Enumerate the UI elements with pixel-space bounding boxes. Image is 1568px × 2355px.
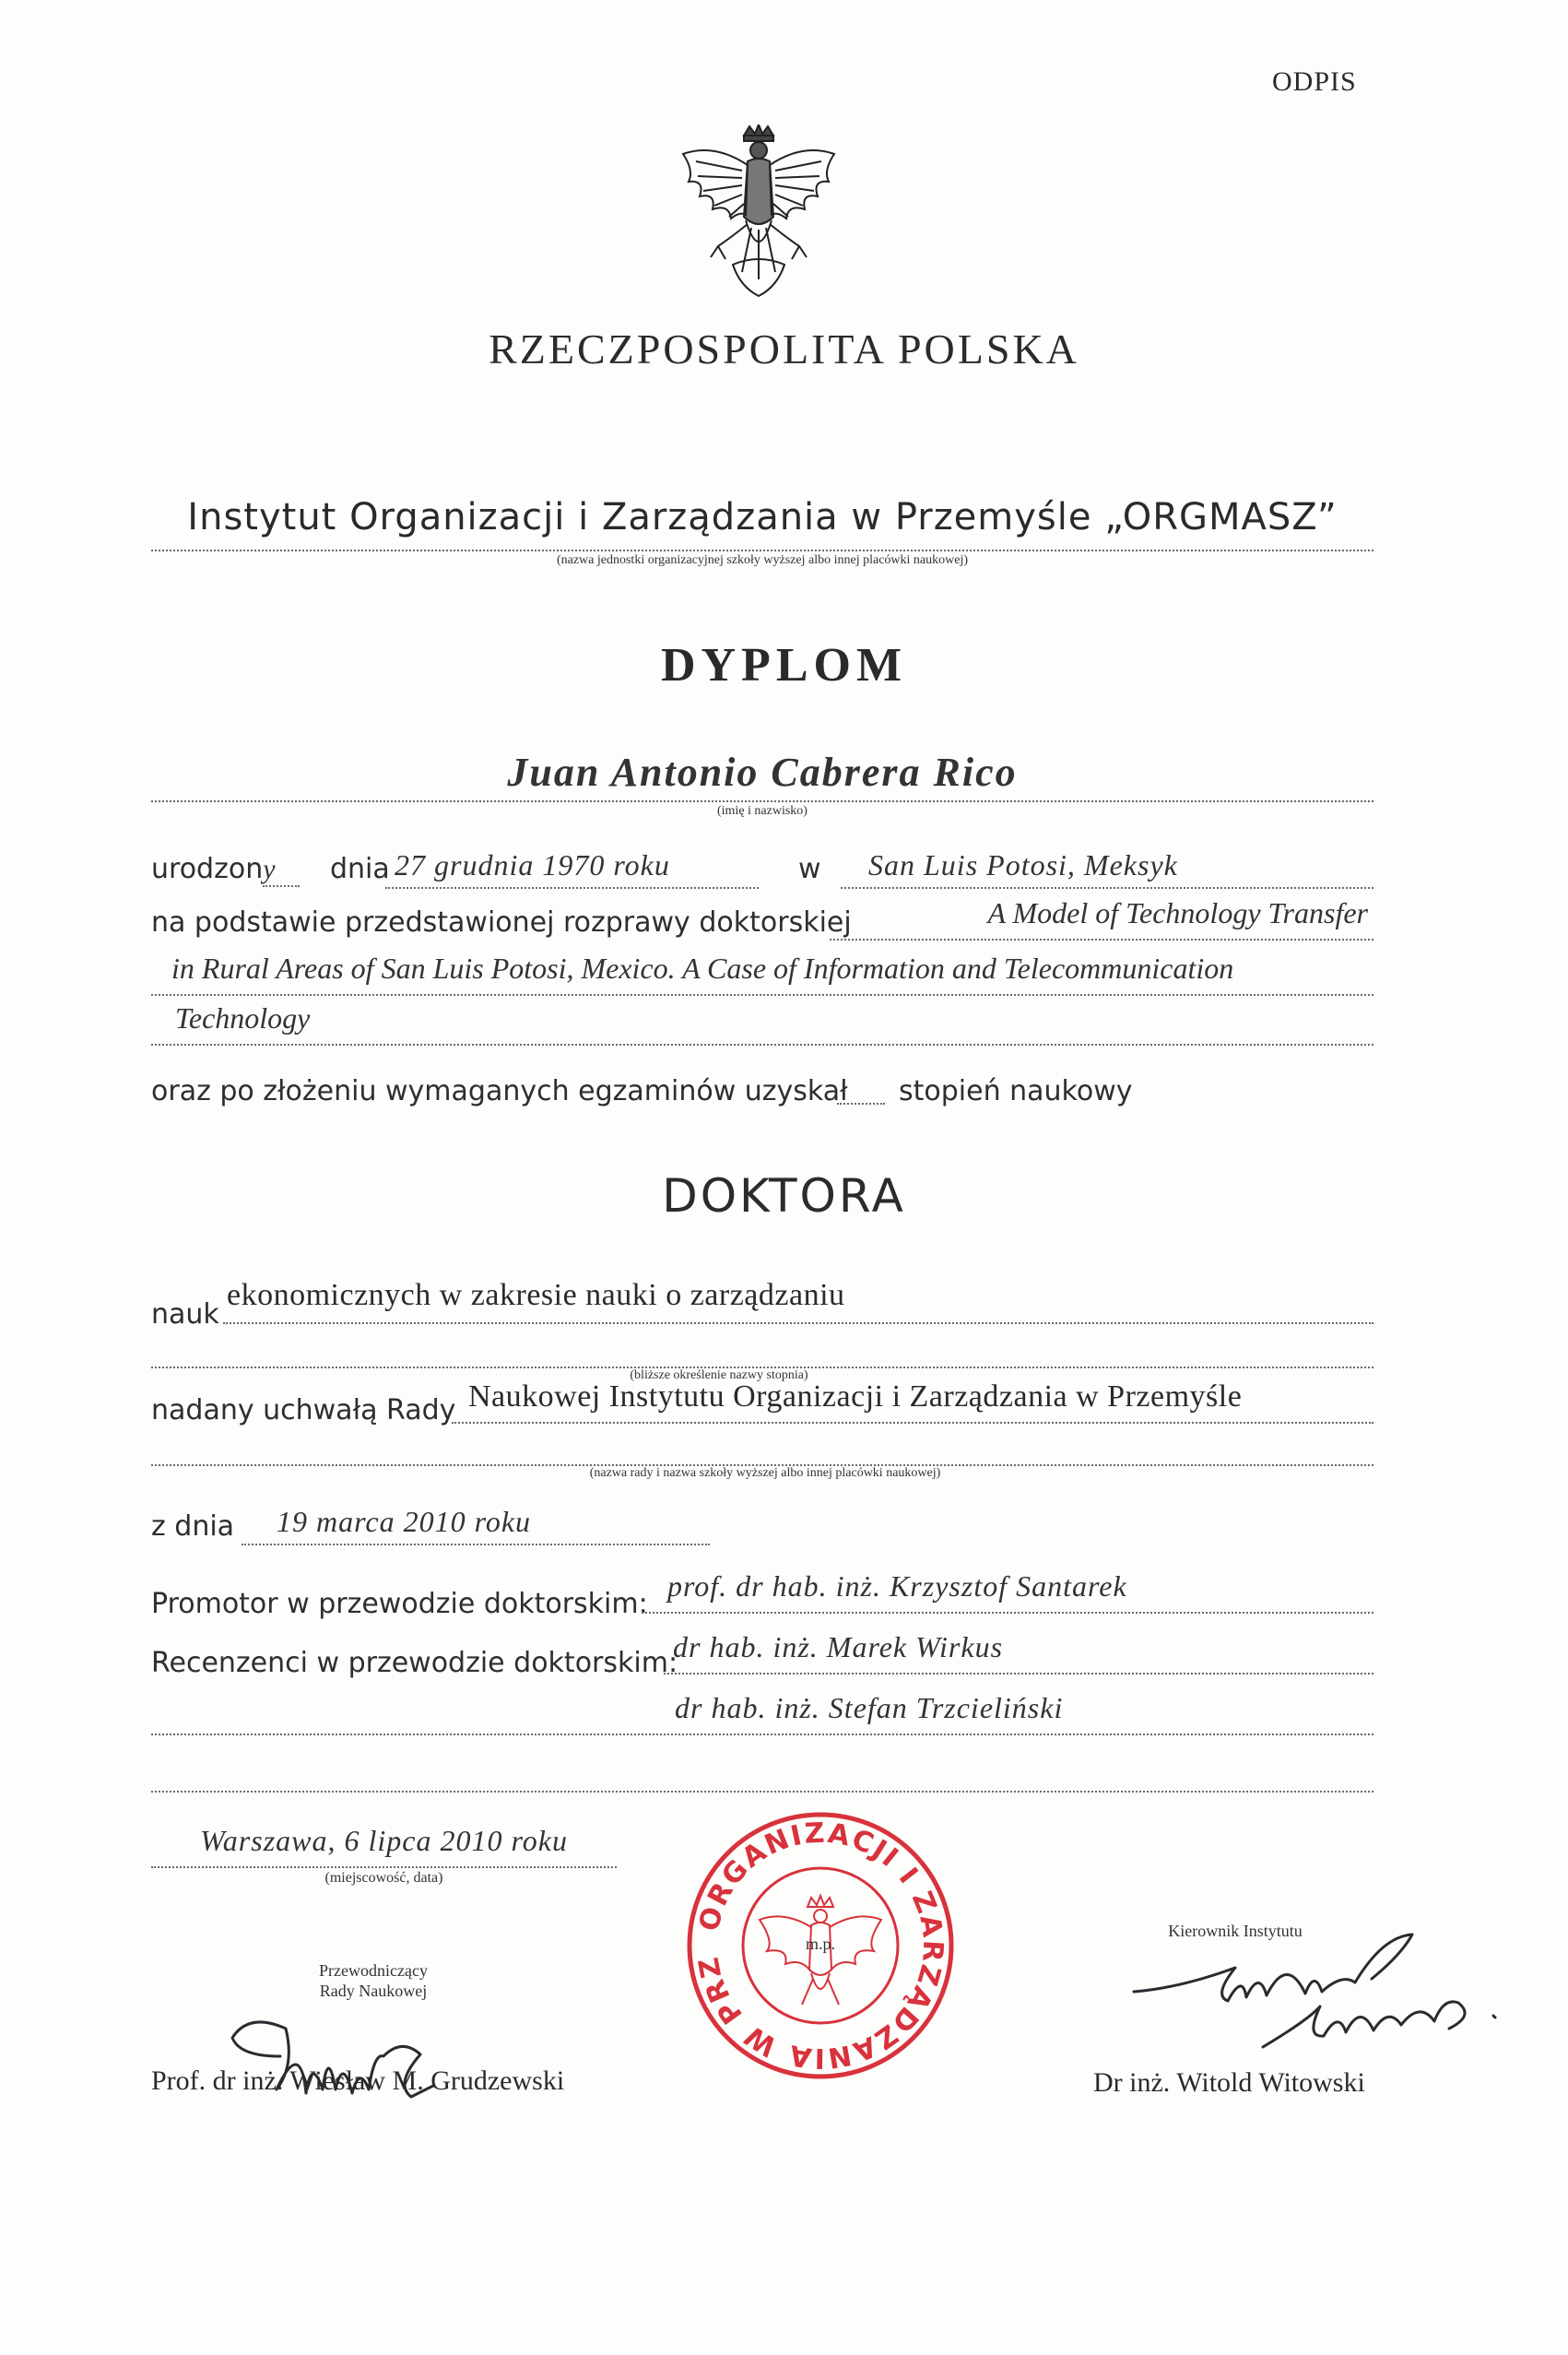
chairman-name: Prof. dr inż. Wiesław M. Grudzewski — [151, 2065, 565, 2096]
chairman-title-1: Przewodniczący — [319, 1961, 428, 1980]
copy-mark: ODPIS — [1272, 66, 1357, 97]
reviewer-1: dr hab. inż. Marek Wirkus — [673, 1630, 1004, 1663]
reviewer-2: dr hab. inż. Stefan Trzcieliński — [675, 1691, 1064, 1724]
council-value: Naukowej Instytutu Organizacji i Zarządzania w Przemyśle — [468, 1379, 1243, 1414]
director-title: Kierownik Instytutu — [1168, 1922, 1303, 1940]
field-value: ekonomicznych w zakresie nauki o zarządzaniu — [227, 1278, 845, 1312]
field-caption: (bliższe określenie nazwy stopnia) — [630, 1368, 808, 1382]
promoter-line — [642, 1569, 1373, 1614]
institution-caption: (nazwa jednostki organizacyjnej szkoły wyższej albo innej placówki naukowej) — [556, 553, 969, 567]
council-line — [452, 1379, 1373, 1424]
exams-gap — [837, 1084, 885, 1105]
thesis-line-2 — [151, 952, 1373, 996]
exams-label: oraz po złożeniu wymaganych egzaminów uzyskał — [151, 1075, 848, 1107]
reviewer-line-2 — [151, 1691, 1373, 1735]
born-suffix: y — [263, 854, 300, 887]
place-date-caption: (miejscowość, data) — [324, 1870, 443, 1886]
degree-heading: DOKTORA — [662, 1169, 906, 1223]
thesis-title-1: A Model of Technology Transfer — [987, 896, 1368, 929]
resolution-date: 19 marca 2010 roku — [277, 1505, 532, 1538]
birth-date-field — [385, 848, 759, 889]
thesis-title-2: in Rural Areas of San Luis Potosi, Mexico. A Case of Information and Telecommunication — [171, 952, 1234, 985]
reviewers-label: Recenzenci w przewodzie doktorskim: — [151, 1647, 678, 1679]
place-date-value: Warszawa, 6 lipca 2010 roku — [200, 1824, 568, 1857]
reviewer-line-1 — [664, 1630, 1373, 1675]
director-name: Dr inż. Witold Witowski — [1093, 2067, 1365, 2098]
field-line-2 — [151, 1333, 1373, 1368]
resolution-label: z dnia — [151, 1510, 235, 1543]
field-label: nauk — [151, 1298, 219, 1331]
born-label-text: urodzon — [151, 853, 264, 885]
person-line — [151, 749, 1373, 802]
exams-label-after: stopień naukowy — [899, 1075, 1133, 1107]
born-label — [151, 853, 300, 887]
day-label: dnia — [330, 853, 390, 885]
chairman-title — [267, 1960, 479, 2001]
country-heading: RZECZPOSPOLITA POLSKA — [489, 325, 1079, 373]
chairman-title-2: Rady Naukowej — [319, 1982, 428, 2000]
promoter-value: prof. dr hab. inż. Krzysztof Santarek — [667, 1569, 1127, 1603]
in-label: w — [798, 853, 821, 885]
council-caption: (nazwa rady i nazwa szkoły wyższej albo innej placówki naukowej) — [589, 1466, 941, 1480]
document-title: DYPLOM — [660, 639, 908, 692]
eagle-emblem — [678, 124, 840, 300]
seal-ring-text: ORGANIZACJI I ZARZĄDZANIA W PRZ — [692, 1817, 949, 2075]
resolution-date-field — [242, 1505, 710, 1545]
thesis-label: na podstawie przedstawionej rozprawy doktorskiej — [151, 906, 852, 939]
field-line — [223, 1278, 1373, 1324]
promoter-label: Promotor w przewodzie doktorskim: — [151, 1588, 648, 1620]
seal-center-text: m.p. — [805, 1935, 836, 1953]
institution-name: Instytut Organizacji i Zarządzania w Przemyśle „ORGMASZ” — [187, 496, 1338, 538]
birth-place: San Luis Potosi, Meksyk — [868, 848, 1178, 882]
council-line-2 — [151, 1437, 1373, 1466]
thesis-line-3 — [151, 1001, 1373, 1046]
thesis-title-3: Technology — [175, 1001, 311, 1035]
reviewer-line-3 — [151, 1763, 1373, 1793]
birth-place-field — [841, 848, 1373, 889]
place-date-line — [151, 1824, 617, 1868]
director-signature — [1125, 1918, 1512, 2056]
person-name: Juan Antonio Cabrera Rico — [507, 750, 1018, 795]
thesis-line-1 — [830, 896, 1373, 941]
institution-line — [151, 496, 1373, 551]
council-label: nadany uchwałą Rady — [151, 1394, 456, 1426]
institution-seal — [682, 1807, 959, 2084]
birth-date: 27 grudnia 1970 roku — [395, 848, 670, 882]
person-caption: (imię i nazwisko) — [717, 804, 808, 818]
